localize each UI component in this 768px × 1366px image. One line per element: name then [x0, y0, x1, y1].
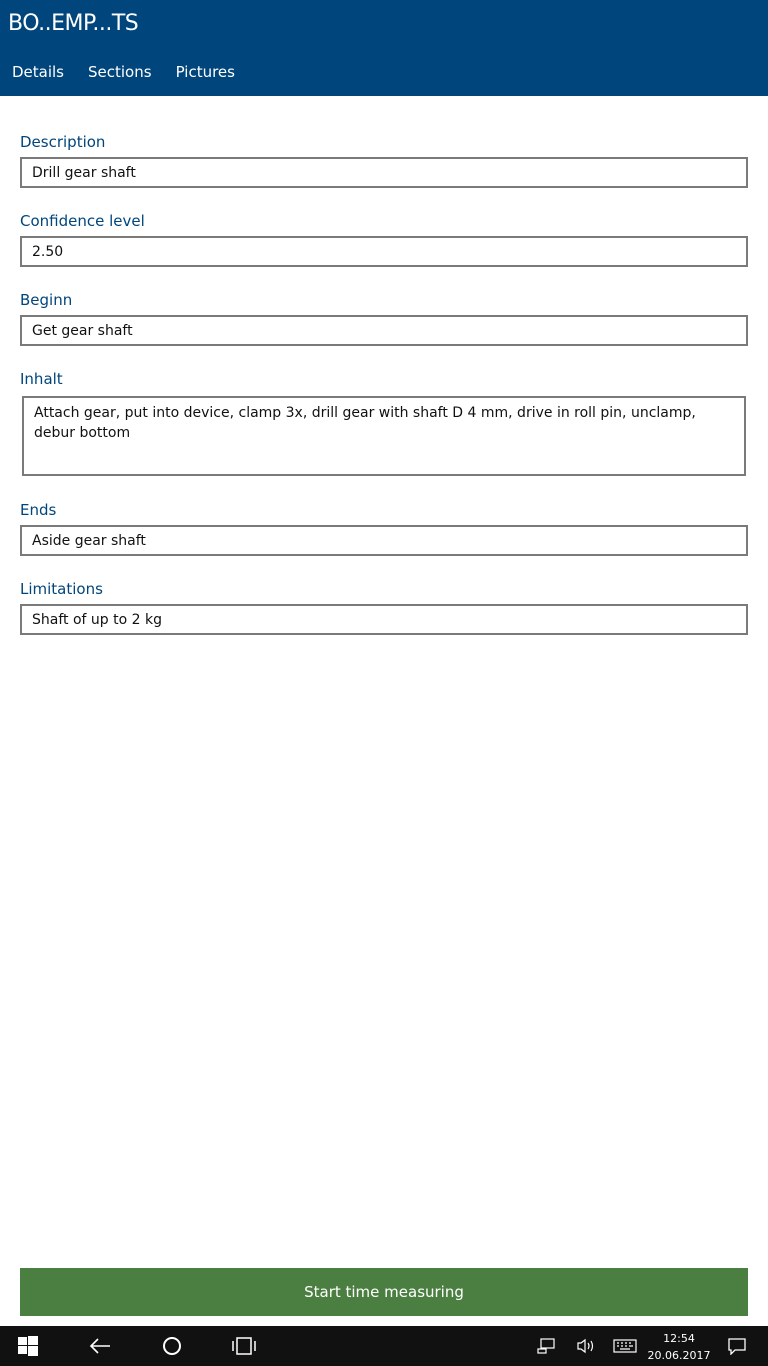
task-view-icon[interactable]	[224, 1326, 264, 1366]
clock-date: 20.06.2017	[647, 1349, 711, 1362]
limitations-label: Limitations	[20, 580, 103, 598]
back-arrow-icon[interactable]	[80, 1326, 120, 1366]
notification-icon[interactable]	[722, 1326, 752, 1366]
app-title: BO..EMP...TS	[8, 11, 139, 36]
ends-field[interactable]	[20, 525, 748, 556]
volume-icon[interactable]	[572, 1326, 600, 1366]
ends-label: Ends	[20, 501, 57, 519]
beginn-label: Beginn	[20, 291, 73, 309]
clock-time: 12:54	[663, 1332, 695, 1345]
taskbar	[0, 1326, 768, 1366]
description-label: Description	[20, 133, 106, 151]
cortana-circle-icon[interactable]	[152, 1326, 192, 1366]
inhalt-field[interactable]	[22, 396, 746, 476]
taskbar-clock[interactable]	[646, 1330, 712, 1364]
description-field[interactable]	[20, 157, 748, 188]
start-time-measuring-button[interactable]: Start time measuring	[20, 1268, 748, 1316]
keyboard-icon[interactable]	[610, 1326, 640, 1366]
windows-start-icon[interactable]	[8, 1326, 48, 1366]
limitations-field[interactable]	[20, 604, 748, 635]
tab-sections[interactable]: Sections	[88, 63, 152, 81]
inhalt-label: Inhalt	[20, 370, 63, 388]
network-icon[interactable]	[532, 1326, 560, 1366]
tab-pictures[interactable]: Pictures	[175, 63, 235, 81]
app-header	[0, 0, 768, 96]
confidence-level-label: Confidence level	[20, 212, 145, 230]
confidence-level-field[interactable]	[20, 236, 748, 267]
tab-details[interactable]: Details	[12, 63, 65, 81]
beginn-field[interactable]	[20, 315, 748, 346]
tab-bar	[0, 63, 247, 85]
